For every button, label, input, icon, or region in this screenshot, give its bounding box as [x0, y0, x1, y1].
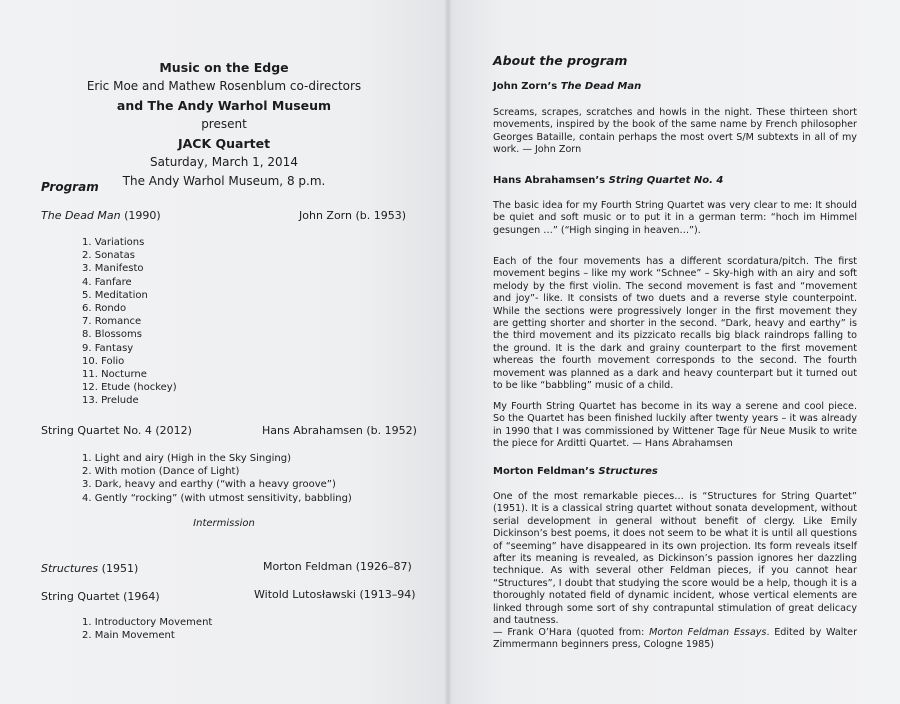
intermission-label: Intermission	[193, 518, 255, 529]
zorn-note: Screams, scrapes, scratches and howls in the night. These thirteen short movements, inspired by the book of the same name by French philosopher Georges Bataille, contain perhaps the most overt S/M subtexts in all of my work. — John Zorn	[493, 107, 857, 156]
concert-date: Saturday, March 1, 2014	[150, 155, 298, 169]
movement-item: 7. Romance	[82, 316, 142, 328]
movement-item: 11. Nocturne	[82, 368, 147, 380]
museum-line: and The Andy Warhol Museum	[116, 98, 332, 113]
present-line: present	[201, 117, 247, 131]
abrahamsen-note-paragraph-3: My Fourth String Quartet has become in its way a serene and cool piece. So the Quartet has been finished luckily after twenty years – it was already in 1990 that I was commissioned by Wittener Tage für Neue Musik to write the piece for Arditti Quartet. — Hans Abrahamsen	[493, 401, 857, 450]
program-heading: Program	[41, 180, 99, 194]
feldman-note: One of the most remarkable pieces… is “Structures for String Quartet” (1951). It is a classical string quartet without sonata development, without serial development in general without benefit of clergy. Like Emily Dickinson’s best poems, it does not seem to be what it is until all questions of “seeming” have disappeared in its own projection. Its form reveals itself after its meaning is revealed, as Dickinson’s passion ignores her dazzling technique. As with several other Feldman pieces, if you cannot hear “Structures”, I doubt that studying the score would be a help, though it is a thoroughly notated field of dynamic incident, whose vertical elements are linked through some sort of shy contrapuntal stimulation of great delicacy and tautness.	[493, 491, 857, 627]
movement-item: 1. Variations	[82, 237, 145, 248]
movement-item: 5. Meditation	[82, 289, 148, 301]
movement-item: 2. Main Movement	[82, 630, 175, 642]
movement-item: 8. Blossoms	[82, 329, 142, 341]
co-directors-line: Eric Moe and Mathew Rosenblum co-directors	[86, 79, 362, 93]
left-page	[0, 0, 448, 704]
section-title-prefix: John Zorn’s	[493, 81, 561, 92]
work-title-lutoslawski: String Quartet (1964)	[41, 590, 160, 603]
work-year: (1990)	[120, 209, 161, 222]
work-title-italic: Structures	[41, 562, 99, 575]
movement-item: 10. Folio	[82, 355, 125, 367]
section-title-abrahamsen	[493, 175, 723, 186]
movement-list-lutoslawski	[82, 616, 212, 642]
work-year: (1951)	[98, 562, 139, 575]
section-title-prefix: Morton Feldman’s	[493, 466, 599, 477]
movement-item: 9. Fantasy	[82, 342, 134, 354]
work-title-italic: The Dead Man	[41, 209, 121, 222]
concert-venue: The Andy Warhol Museum, 8 p.m.	[122, 174, 326, 188]
section-title-work: Structures	[598, 466, 658, 477]
movement-item: 3. Dark, heavy and earthy (“with a heavy groove”)	[82, 479, 336, 491]
movement-item: 4. Fanfare	[82, 276, 132, 288]
movement-item: 3. Manifesto	[82, 263, 144, 275]
composer-abrahamsen: Hans Abrahamsen (b. 1952)	[262, 424, 417, 437]
credit-text: . Edited by Walter Zimmermann beginners press, Cologne 1985)	[493, 627, 858, 651]
composer-zorn: John Zorn (b. 1953)	[299, 209, 407, 222]
movement-item: 4. Gently “rocking” (with utmost sensitivity, babbling)	[82, 492, 352, 504]
composer-lutoslawski: Witold Lutosławski (1913–94)	[254, 588, 416, 601]
abrahamsen-note-paragraph-1: The basic idea for my Fourth String Quartet was very clear to me: It should be quiet and soft music or to put it in a german term: “hoch im Himmel gesungen …” (“High singing in heaven…”).	[493, 200, 857, 236]
work-title-structures	[41, 562, 138, 575]
work-title-quartet-4: String Quartet No. 4 (2012)	[41, 424, 192, 437]
section-title-zorn	[493, 81, 641, 92]
abrahamsen-note-paragraph-2: Each of the four movements has a different scordatura/pitch. The first movement begins – like my work “Schnee” – Sky-high with an airy and soft melody by the first violin. The second movement is fast and “movement and joy”- like. It consists of two duets and a reverse style counterpoint. While the sections were progressively longer in the first movement they are getting shorter and shorter in the second. “Dark, heavy and earthy” is the third movement and its pizzicato recalls big black raindrops falling to the ground. It is the dark and grainy counterpart to the first movement whereas the fourth movement corresponds to the second. The fourth movement was planned as a dark and heavy counterpart but it turned out to be like “babbling” music of a child.	[493, 256, 857, 392]
credit-text: — Frank O’Hara (quoted from:	[493, 627, 650, 638]
movement-item: 12. Etude (hockey)	[82, 382, 177, 394]
section-title-feldman	[493, 466, 658, 477]
composer-feldman: Morton Feldman (1926–87)	[263, 560, 412, 573]
ensemble-name: JACK Quartet	[177, 136, 271, 151]
movement-list-quartet-4	[82, 452, 352, 505]
page-fold	[444, 0, 452, 704]
series-title: Music on the Edge	[159, 60, 289, 75]
credit-book-title: Morton Feldman Essays	[649, 627, 767, 638]
section-title-work: The Dead Man	[560, 81, 642, 92]
section-title-prefix: Hans Abrahamsen’s	[493, 175, 609, 186]
about-program-heading: About the program	[493, 53, 628, 68]
work-title-dead-man	[41, 209, 161, 222]
movement-item: 1. Light and airy (High in the Sky Singing)	[82, 453, 291, 464]
movement-item: 1. Introductory Movement	[82, 617, 213, 628]
concert-header	[0, 58, 448, 191]
movement-item: 2. Sonatas	[82, 250, 135, 262]
feldman-note-credit	[493, 627, 857, 652]
movement-item: 6. Rondo	[82, 302, 127, 314]
movement-list-dead-man	[82, 236, 177, 407]
section-title-work: String Quartet No. 4	[608, 175, 724, 186]
movement-item: 2. With motion (Dance of Light)	[82, 466, 240, 478]
movement-item: 13. Prelude	[82, 395, 139, 407]
